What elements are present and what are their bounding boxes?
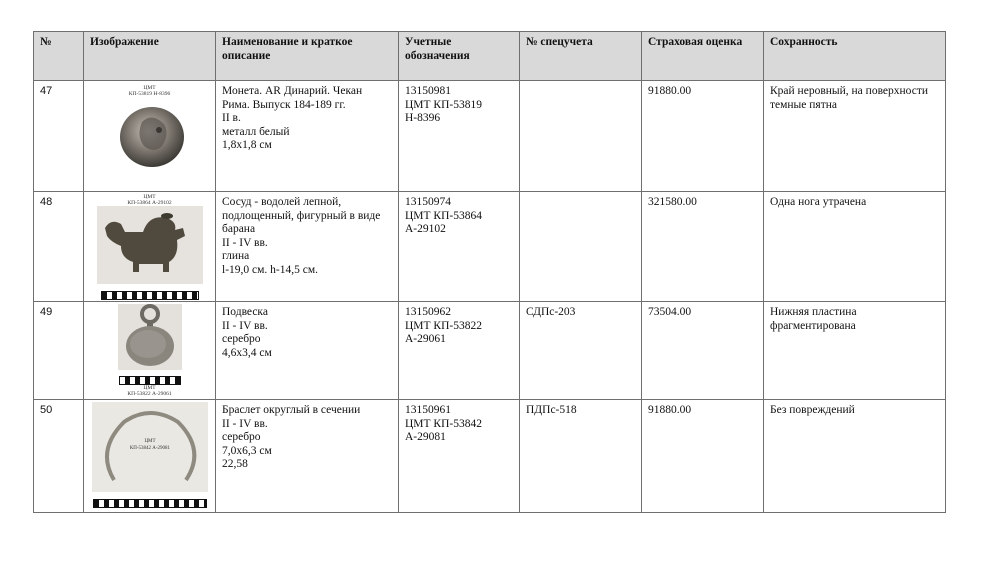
table-row	[34, 302, 946, 400]
header-designations: Учетные обозначения	[399, 32, 520, 81]
item-designations: 13150961 ЦМТ КП-53842 А-29081	[399, 400, 520, 513]
coin-illustration	[102, 97, 198, 177]
header-number: №	[34, 32, 84, 81]
item-designations: 13150981 ЦМТ КП-53819 Н-8396	[399, 81, 520, 192]
item-condition: Нижняя пластина фрагментирована	[764, 302, 946, 400]
item-description: Сосуд - водолей лепной, подлощенный, фигурный в виде барана II - IV вв. глина l-19,0 см. h-14,5 см.	[216, 192, 399, 302]
table-row	[34, 400, 946, 513]
item-image-cell	[84, 192, 216, 302]
vessel-illustration	[97, 206, 203, 284]
row-number: 47	[34, 81, 84, 192]
scale-ruler	[93, 499, 207, 508]
coin-image: ЦМТ КП-53819 Н-8396	[102, 85, 198, 181]
item-value: 91880.00	[642, 400, 764, 513]
item-value: 321580.00	[642, 192, 764, 302]
item-designations: 13150974 ЦМТ КП-53864 А-29102	[399, 192, 520, 302]
item-condition: Одна нога утрачена	[764, 192, 946, 302]
bracelet-image	[92, 402, 208, 506]
inventory-table	[33, 31, 946, 513]
item-designations: 13150962 ЦМТ КП-53822 А-29061	[399, 302, 520, 400]
svg-text:ЦМТ: ЦМТ	[143, 439, 156, 444]
item-special	[520, 81, 642, 192]
item-image-cell	[84, 81, 216, 192]
bracelet-illustration	[92, 402, 208, 492]
header-condition: Сохранность	[764, 32, 946, 81]
table-row	[34, 192, 946, 302]
row-number: 50	[34, 400, 84, 513]
item-image-cell	[84, 302, 216, 400]
table-row	[34, 81, 946, 192]
item-condition: Край неровный, на поверхности темные пятна	[764, 81, 946, 192]
pendant-illustration	[118, 304, 182, 370]
scale-ruler	[119, 376, 181, 385]
pendant-image: ЦМТ КП-53822 А-29061	[118, 304, 182, 393]
item-special: ПДПс-518	[520, 400, 642, 513]
item-special: СДПс-203	[520, 302, 642, 400]
header-special: № спецучета	[520, 32, 642, 81]
item-value: 91880.00	[642, 81, 764, 192]
header-image: Изображение	[84, 32, 216, 81]
row-number: 48	[34, 192, 84, 302]
scale-ruler	[101, 291, 199, 300]
row-number: 49	[34, 302, 84, 400]
header-row	[34, 32, 946, 81]
item-value: 73504.00	[642, 302, 764, 400]
header-description: Наименование и краткое описание	[216, 32, 399, 81]
item-condition: Без повреждений	[764, 400, 946, 513]
header-value: Страховая оценка	[642, 32, 764, 81]
item-image-cell	[84, 400, 216, 513]
item-description: Монета. AR Динарий. Чекан Рима. Выпуск 184-189 гг. II в. металл белый 1,8х1,8 см	[216, 81, 399, 192]
svg-text:КП-53842 А-29081: КП-53842 А-29081	[129, 446, 170, 451]
item-description: Подвеска II - IV вв. серебро 4,6х3,4 см	[216, 302, 399, 400]
vessel-image: ЦМТ КП-53864 А-29102	[97, 194, 203, 294]
item-special	[520, 192, 642, 302]
item-description: Браслет округлый в сечении II - IV вв. серебро 7,0х6,3 см 22,58	[216, 400, 399, 513]
